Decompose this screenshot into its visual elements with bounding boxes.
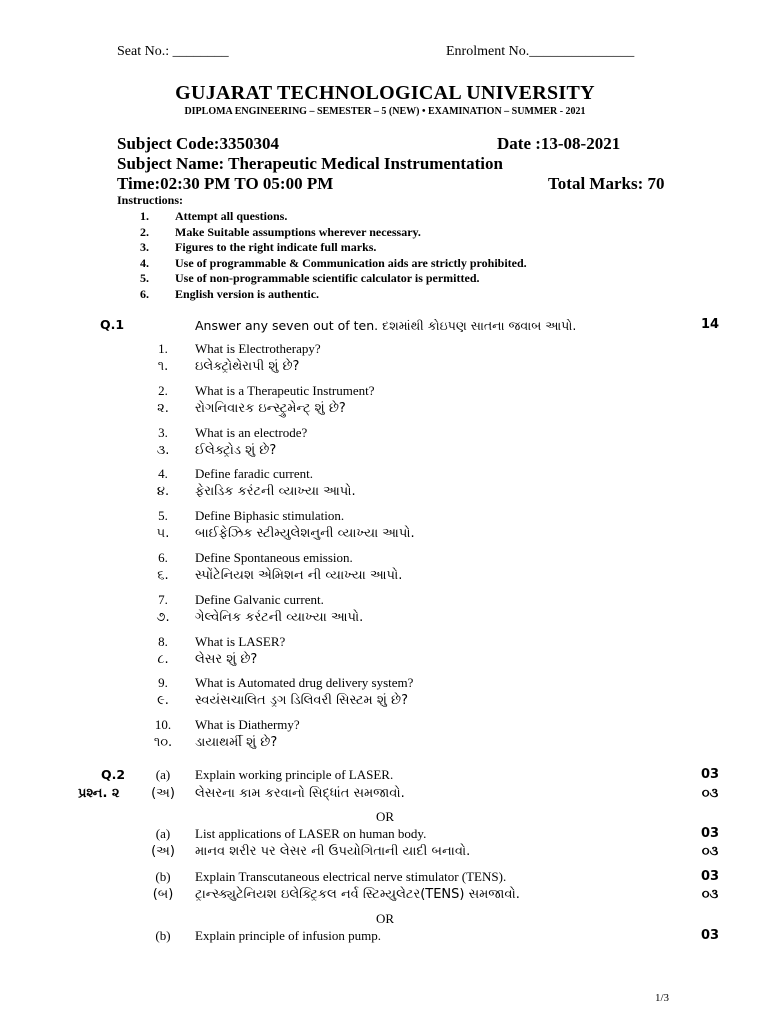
- q2-label-gujarati: પ્રશ્ન. ૨: [78, 786, 120, 801]
- q1-item-text: What is Electrotherapy?: [195, 341, 321, 356]
- q1-item-text-gujarati: લેસર શું છે?: [195, 652, 258, 667]
- q2-label: Q.2: [101, 767, 126, 782]
- instruction-item: 1. Attempt all questions.: [140, 209, 288, 223]
- instructions-list: [140, 209, 527, 303]
- q1-instruction: Answer any seven out of ten. દશમાંથી કોઇપણ સાતના જવાબ આપો.: [195, 318, 577, 333]
- q2-a-alt-marks-gu: ૦૩: [701, 844, 719, 859]
- q1-item-text: Define faradic current.: [195, 466, 314, 481]
- q2-sub-b: (b): [155, 869, 171, 884]
- subject-code: Subject Code:3350304: [117, 134, 279, 153]
- q2-b-text: Explain Transcutaneous electrical nerve stimulator (TENS).: [195, 869, 507, 884]
- q1-item-text: Define Galvanic current.: [195, 592, 324, 607]
- q1-item-number: 4.: [158, 466, 168, 481]
- q2-sub-a-alt: (a): [155, 826, 171, 841]
- q1-item-text-gujarati: ડાયાથર્મી શું છે?: [195, 735, 278, 750]
- q1-item-text-gujarati: ગેલ્વેનિક કરંટની વ્યાખ્યા આપો.: [195, 610, 364, 625]
- q1-item-number-gujarati: ૧.: [157, 359, 169, 374]
- q2-a-alt-text: List applications of LASER on human body.: [195, 826, 427, 841]
- q2-sub-b-gu: (બ): [152, 887, 174, 902]
- exam-time: Time:02:30 PM TO 05:00 PM: [117, 174, 334, 193]
- q2-sub-a: (a): [155, 767, 171, 782]
- or-divider: OR: [375, 911, 395, 926]
- q1-item-text: What is a Therapeutic Instrument?: [195, 383, 375, 398]
- q1-item-number-gujarati: ૩.: [156, 443, 170, 458]
- q2-a-marks-gu: ૦૩: [701, 786, 719, 801]
- q1-item-text-gujarati: સ્પોંટેનિયશ એમિશન ની વ્યાખ્યા આપો.: [195, 568, 403, 583]
- university-title: GUJARAT TECHNOLOGICAL UNIVERSITY: [175, 82, 595, 104]
- q1-item-text-gujarati: ઇલેક્ટ્રોથેરાપી શું છે?: [195, 359, 300, 374]
- q2-b-marks-gu: ૦૩: [701, 887, 719, 902]
- q1-item-text: What is Automated drug delivery system?: [195, 675, 414, 690]
- q2-b-text-gu: ટ્રાન્સ્ક્યુટેનિયશ ઇલેક્ટ્રિકલ નર્વ સ્ટિમ્યુલેટર(TENS) સમજાવો.: [195, 887, 520, 902]
- q1-item-number-gujarati: ૨.: [157, 401, 169, 416]
- q2-sub-a-gu: (અ): [151, 786, 175, 801]
- or-divider: OR: [375, 809, 395, 824]
- q1-item-text-gujarati: રોગનિવારક ઇન્સ્ટ્રુમેન્ટ્ શું છે?: [195, 401, 346, 416]
- q1-item-text: What is an electrode?: [195, 425, 308, 440]
- q2-a-marks: 03: [700, 767, 720, 782]
- q1-item-number: 6.: [158, 550, 168, 565]
- total-marks: Total Marks: 70: [548, 174, 665, 193]
- subject-name: Subject Name: Therapeutic Medical Instrumentation: [117, 154, 503, 173]
- q2-b-alt-text: Explain principle of infusion pump.: [195, 928, 381, 943]
- q1-item-number: 8.: [158, 634, 168, 649]
- q2-b-marks: 03: [700, 869, 720, 884]
- q1-item-number: 7.: [158, 592, 168, 607]
- q1-label: Q.1: [100, 317, 125, 332]
- q1-item-number-gujarati: ૮.: [157, 652, 169, 667]
- q1-item-text: Define Spontaneous emission.: [195, 550, 353, 565]
- q1-item-number-gujarati: ૯.: [157, 693, 169, 708]
- q1-item-text-gujarati: સ્વયંસચાલિત ડ્રગ ડિલિવરી સિસ્ટમ શું છે?: [195, 693, 408, 708]
- exam-line: DIPLOMA ENGINEERING – SEMESTER – 5 (NEW) • EXAMINATION – SUMMER - 2021: [184, 106, 586, 117]
- exam-date: Date :13-08-2021: [497, 134, 621, 153]
- q2-a-text-gu: લેસરના કામ કરવાનો સિદ્ધાંત સમજાવો.: [195, 786, 405, 801]
- q1-item-number: 10.: [154, 717, 172, 732]
- enrolment-number-field: Enrolment No._______________: [446, 44, 635, 59]
- q1-marks: 14: [700, 317, 720, 332]
- q2-a-alt-text-gu: માનવ શરીર પર લેસર ની ઉપયોગિતાની યાદી બનાવો.: [195, 844, 471, 859]
- q1-item-text: Define Biphasic stimulation.: [195, 508, 345, 523]
- page-number: 1/3: [655, 992, 670, 1004]
- q1-item-text: What is Diathermy?: [195, 717, 300, 732]
- q1-item-text-gujarati: ઈલેક્ટ્રોડ શું છે?: [195, 443, 277, 458]
- instructions-heading: Instructions:: [117, 193, 184, 207]
- q1-item-text-gujarati: ફેરાડિક કરંટની વ્યાખ્યા આપો.: [195, 484, 356, 499]
- q2-b-alt-marks: 03: [700, 928, 720, 943]
- q2-sub-b-alt: (b): [155, 928, 171, 943]
- q1-item-number-gujarati: ૬.: [157, 568, 169, 583]
- instruction-item: 5. Use of non-programmable scientific calculator is permitted.: [140, 271, 480, 286]
- instruction-item: 4. Use of programmable & Communication aids are strictly prohibited.: [140, 255, 527, 270]
- q1-item-number: 5.: [158, 508, 168, 523]
- q1-item-number-gujarati: ૭.: [156, 610, 170, 625]
- q1-item-number-gujarati: ૫.: [156, 526, 170, 541]
- q1-item-text-gujarati: બાઈફેઝિક સ્ટીમ્યુલેશનુની વ્યાખ્યા આપો.: [195, 526, 415, 541]
- q1-item-number: 1.: [158, 341, 168, 356]
- q2-sub-a-alt-gu: (અ): [151, 844, 175, 859]
- q1-item-number: 2.: [158, 383, 168, 398]
- seat-number-field: Seat No.: ________: [117, 44, 229, 59]
- q1-item-number-gujarati: ૪.: [156, 484, 170, 499]
- q1-item-number-gujarati: ૧૦.: [153, 735, 173, 750]
- q2-a-alt-marks: 03: [700, 826, 720, 841]
- q1-item-number: 9.: [158, 675, 168, 690]
- q2-a-text: Explain working principle of LASER.: [195, 767, 394, 782]
- instruction-item: 2. Make Suitable assumptions wherever necessary.: [140, 224, 421, 239]
- instruction-item: 3. Figures to the right indicate full marks.: [140, 240, 377, 255]
- q1-item-text: What is LASER?: [195, 634, 286, 649]
- q1-item-number: 3.: [158, 425, 168, 440]
- instruction-item: 6. English version is authentic.: [140, 286, 320, 301]
